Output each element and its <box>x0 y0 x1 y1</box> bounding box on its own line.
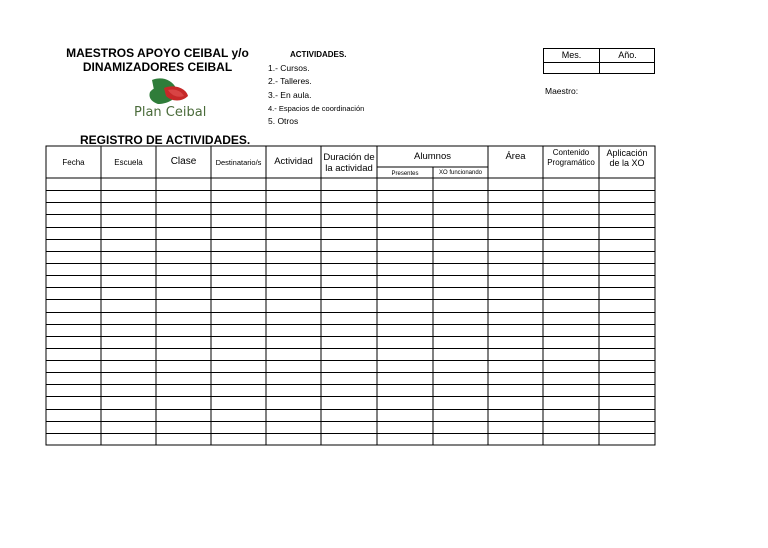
col-contenido-line2: Programático <box>547 158 595 167</box>
col-duracion <box>321 152 377 174</box>
activities-title: ACTIVIDADES. <box>290 50 347 59</box>
activity-item-4: 4.- Espacios de coordinación <box>268 103 365 113</box>
month-label: Mes. <box>544 49 600 62</box>
activity-item-3: 3.- En aula. <box>268 89 312 100</box>
col-duracion-line1: Duración de <box>323 152 375 163</box>
year-label: Año. <box>618 50 637 60</box>
col-contenido <box>543 148 599 168</box>
activity-item-2: 2.- Talleres. <box>268 76 312 87</box>
col-fecha: Fecha <box>62 158 85 167</box>
col-contenido-line1: Contenido <box>552 148 590 157</box>
col-area: Área <box>505 151 526 162</box>
col-duracion-line2: la actividad <box>325 163 373 174</box>
register-title: REGISTRO DE ACTIVIDADES. <box>80 133 251 147</box>
activity-item-5: 5. Otros <box>268 116 299 127</box>
col-actividad: Actividad <box>274 156 313 167</box>
col-aplicacion <box>599 148 655 168</box>
teacher-label: Maestro: <box>545 86 579 96</box>
col-escuela: Escuela <box>114 158 143 167</box>
col-destinatarios: Destinatario/s <box>215 158 262 167</box>
col-aplicacion-line1: Aplicación <box>606 148 648 158</box>
activity-item-1: 1.- Cursos. <box>268 63 310 73</box>
col-presentes: Presentes <box>391 171 419 177</box>
title-line-1: MAESTROS APOYO CEIBAL y/o <box>66 46 249 60</box>
col-alumnos: Alumnos <box>414 151 451 162</box>
col-aplicacion-line2: de la XO <box>609 158 645 168</box>
logo-text: Plan Ceibal <box>134 105 207 120</box>
col-clase: Clase <box>170 156 197 167</box>
title-line-2: DINAMIZADORES CEIBAL <box>82 60 233 74</box>
col-xo-funcionando: XO funcionando <box>438 170 483 176</box>
